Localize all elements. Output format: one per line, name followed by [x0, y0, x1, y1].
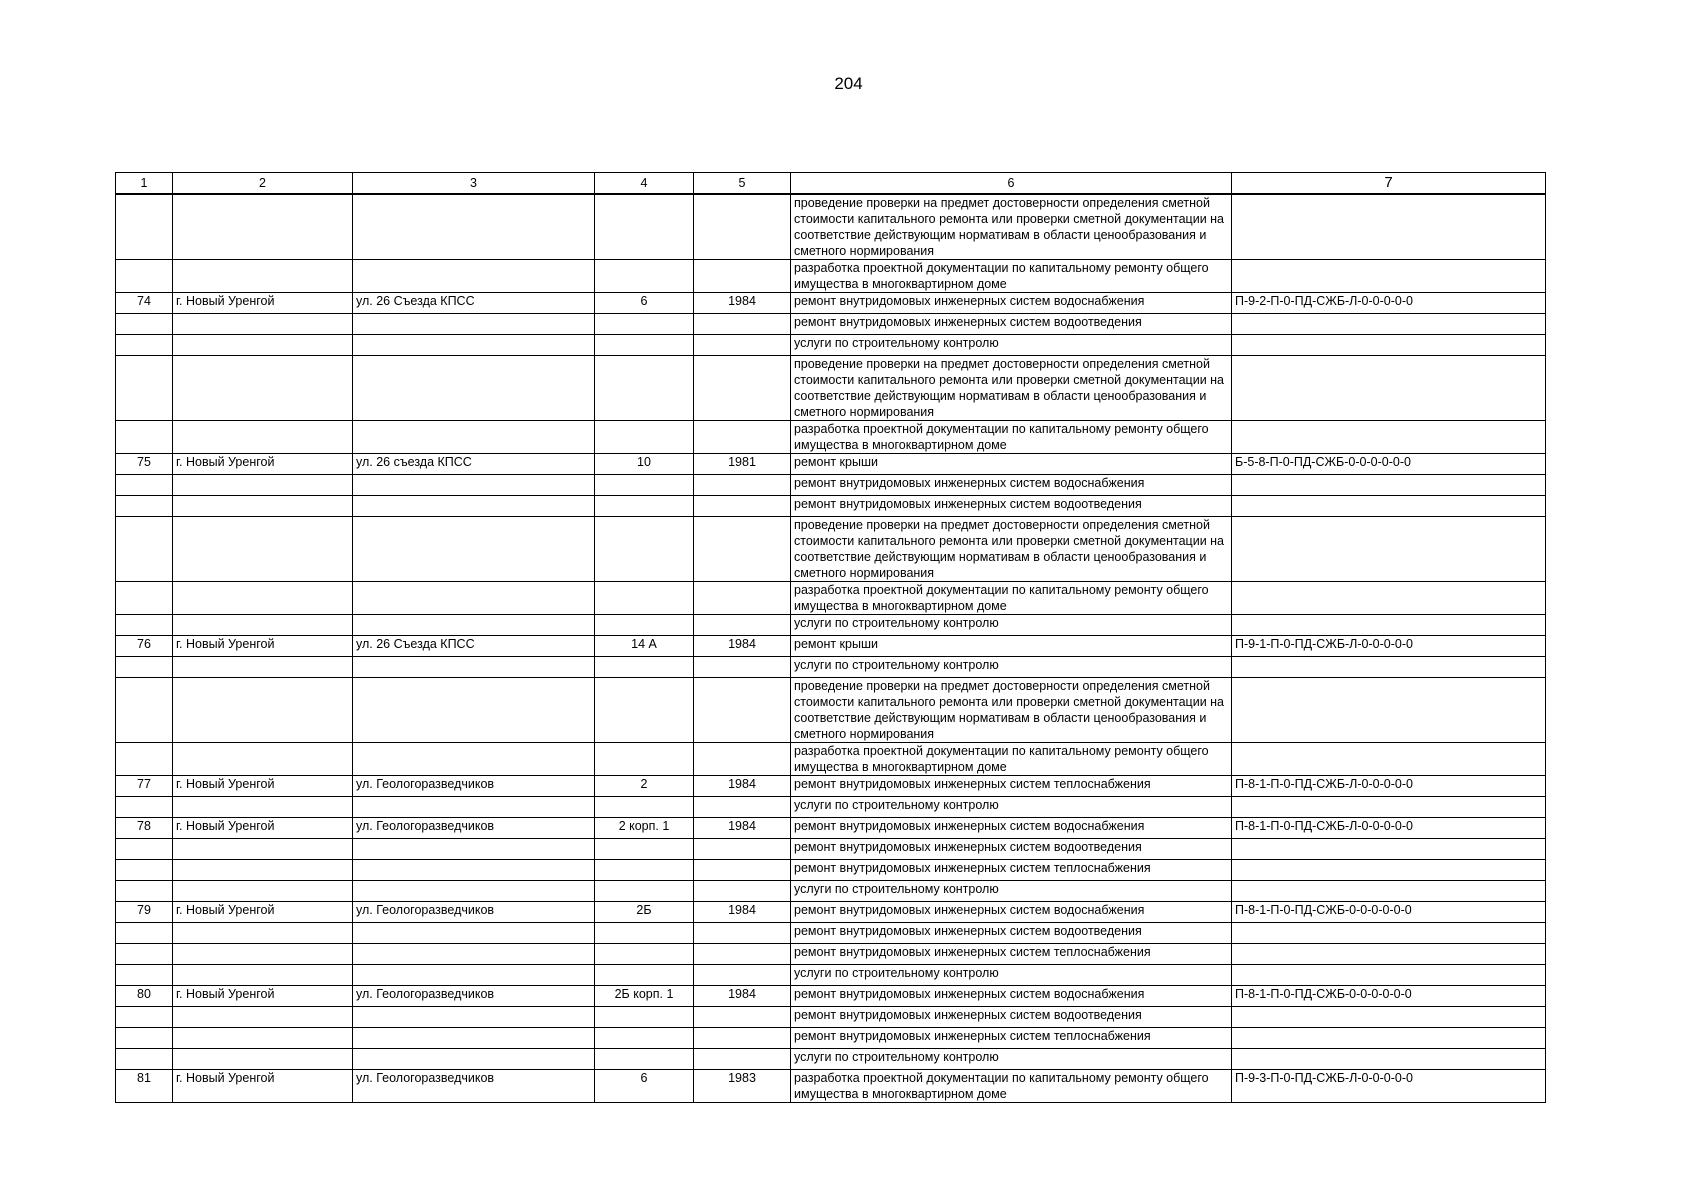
build-year-cell: 1981: [694, 454, 791, 475]
street-cell: [353, 356, 595, 421]
house-number-cell: [595, 496, 694, 517]
build-year-cell: [694, 944, 791, 965]
house-number-cell: [595, 475, 694, 496]
house-number-cell: [595, 797, 694, 818]
row-number-cell: [116, 260, 173, 293]
work-type-cell: проведение проверки на предмет достоверности определения сметной стоимости капитального ремонта или проверки сметной документации на соответствие действующим нормативам в области ценообразования и сметного нормирования: [791, 517, 1232, 582]
work-type-cell: ремонт внутридомовых инженерных систем водоснабжения: [791, 902, 1232, 923]
table-row: [116, 839, 1546, 860]
work-type-cell: ремонт внутридомовых инженерных систем водоотведения: [791, 839, 1232, 860]
city-cell: [173, 194, 353, 260]
table-row: [116, 194, 1546, 260]
build-year-cell: [694, 860, 791, 881]
column-header-1: 1: [116, 173, 173, 195]
table-row: [116, 657, 1546, 678]
table-row: [116, 260, 1546, 293]
street-cell: [353, 314, 595, 335]
building-code-cell: [1232, 475, 1546, 496]
work-type-cell: услуги по строительному контролю: [791, 615, 1232, 636]
row-number-cell: 79: [116, 902, 173, 923]
row-number-cell: [116, 1028, 173, 1049]
row-number-cell: [116, 839, 173, 860]
street-cell: [353, 860, 595, 881]
house-number-cell: [595, 1007, 694, 1028]
row-number-cell: [116, 743, 173, 776]
city-cell: г. Новый Уренгой: [173, 986, 353, 1007]
house-number-cell: [595, 615, 694, 636]
house-number-cell: 10: [595, 454, 694, 475]
city-cell: [173, 615, 353, 636]
row-number-cell: [116, 965, 173, 986]
row-number-cell: [116, 881, 173, 902]
building-code-cell: [1232, 356, 1546, 421]
table-row: [116, 923, 1546, 944]
work-type-cell: услуги по строительному контролю: [791, 881, 1232, 902]
table-row: [116, 636, 1546, 657]
row-number-cell: [116, 615, 173, 636]
table-row: [116, 797, 1546, 818]
build-year-cell: [694, 314, 791, 335]
street-cell: [353, 657, 595, 678]
building-code-cell: [1232, 194, 1546, 260]
city-cell: г. Новый Уренгой: [173, 776, 353, 797]
street-cell: [353, 517, 595, 582]
build-year-cell: [694, 496, 791, 517]
building-code-cell: [1232, 314, 1546, 335]
table-row: [116, 421, 1546, 454]
row-number-cell: [116, 923, 173, 944]
build-year-cell: 1984: [694, 986, 791, 1007]
house-number-cell: [595, 965, 694, 986]
work-type-cell: ремонт внутридомовых инженерных систем теплоснабжения: [791, 1028, 1232, 1049]
house-number-cell: [595, 517, 694, 582]
building-code-cell: П-8-1-П-0-ПД-СЖБ-0-0-0-0-0-0: [1232, 986, 1546, 1007]
table-row: [116, 678, 1546, 743]
street-cell: [353, 839, 595, 860]
work-type-cell: ремонт внутридомовых инженерных систем водоснабжения: [791, 986, 1232, 1007]
house-number-cell: [595, 1028, 694, 1049]
street-cell: [353, 421, 595, 454]
building-code-cell: [1232, 496, 1546, 517]
building-code-cell: [1232, 797, 1546, 818]
work-type-cell: ремонт внутридомовых инженерных систем водоотведения: [791, 923, 1232, 944]
work-type-cell: ремонт внутридомовых инженерных систем водоотведения: [791, 496, 1232, 517]
row-number-cell: [116, 517, 173, 582]
building-code-cell: [1232, 923, 1546, 944]
street-cell: ул. 26 съезда КПСС: [353, 454, 595, 475]
work-type-cell: проведение проверки на предмет достоверности определения сметной стоимости капитального ремонта или проверки сметной документации на соответствие действующим нормативам в области ценообразования и сметного нормирования: [791, 678, 1232, 743]
street-cell: ул. Геологоразведчиков: [353, 776, 595, 797]
city-cell: г. Новый Уренгой: [173, 818, 353, 839]
street-cell: ул. Геологоразведчиков: [353, 818, 595, 839]
city-cell: [173, 421, 353, 454]
work-type-cell: услуги по строительному контролю: [791, 1049, 1232, 1070]
build-year-cell: 1984: [694, 293, 791, 314]
row-number-cell: [116, 194, 173, 260]
city-cell: [173, 1028, 353, 1049]
city-cell: [173, 923, 353, 944]
city-cell: г. Новый Уренгой: [173, 902, 353, 923]
work-type-cell: проведение проверки на предмет достоверности определения сметной стоимости капитального ремонта или проверки сметной документации на соответствие действующим нормативам в области ценообразования и сметного нормирования: [791, 356, 1232, 421]
row-number-cell: [116, 678, 173, 743]
city-cell: [173, 743, 353, 776]
row-number-cell: [116, 1007, 173, 1028]
build-year-cell: [694, 260, 791, 293]
street-cell: [353, 475, 595, 496]
street-cell: ул. Геологоразведчиков: [353, 1070, 595, 1103]
row-number-cell: 80: [116, 986, 173, 1007]
work-type-cell: услуги по строительному контролю: [791, 965, 1232, 986]
city-cell: [173, 356, 353, 421]
street-cell: ул. 26 Съезда КПСС: [353, 636, 595, 657]
city-cell: [173, 314, 353, 335]
city-cell: [173, 839, 353, 860]
city-cell: [173, 881, 353, 902]
house-number-cell: 2: [595, 776, 694, 797]
table-row: [116, 881, 1546, 902]
building-code-cell: [1232, 582, 1546, 615]
build-year-cell: 1984: [694, 636, 791, 657]
row-number-cell: 75: [116, 454, 173, 475]
building-code-cell: П-8-1-П-0-ПД-СЖБ-0-0-0-0-0-0: [1232, 902, 1546, 923]
city-cell: г. Новый Уренгой: [173, 636, 353, 657]
column-header-4: 4: [595, 173, 694, 195]
building-code-cell: [1232, 839, 1546, 860]
street-cell: [353, 582, 595, 615]
street-cell: ул. Геологоразведчиков: [353, 902, 595, 923]
build-year-cell: [694, 1007, 791, 1028]
row-number-cell: [116, 314, 173, 335]
work-type-cell: ремонт крыши: [791, 454, 1232, 475]
house-number-cell: [595, 743, 694, 776]
build-year-cell: 1983: [694, 1070, 791, 1103]
city-cell: [173, 797, 353, 818]
build-year-cell: [694, 1049, 791, 1070]
building-code-cell: П-8-1-П-0-ПД-СЖБ-Л-0-0-0-0-0: [1232, 776, 1546, 797]
table-row: [116, 496, 1546, 517]
row-number-cell: [116, 944, 173, 965]
building-code-cell: [1232, 678, 1546, 743]
building-code-cell: П-9-1-П-0-ПД-СЖБ-Л-0-0-0-0-0: [1232, 636, 1546, 657]
house-number-cell: [595, 678, 694, 743]
street-cell: [353, 1049, 595, 1070]
row-number-cell: 74: [116, 293, 173, 314]
table-row: [116, 1049, 1546, 1070]
city-cell: [173, 860, 353, 881]
work-type-cell: ремонт внутридомовых инженерных систем водоотведения: [791, 314, 1232, 335]
table-row: [116, 1007, 1546, 1028]
city-cell: [173, 517, 353, 582]
work-type-cell: разработка проектной документации по капитальному ремонту общего имущества в многоквартирном доме: [791, 421, 1232, 454]
row-number-cell: [116, 421, 173, 454]
building-code-cell: [1232, 615, 1546, 636]
building-code-cell: [1232, 1049, 1546, 1070]
house-number-cell: 2 корп. 1: [595, 818, 694, 839]
table-row: [116, 902, 1546, 923]
table-row: [116, 965, 1546, 986]
house-number-cell: [595, 881, 694, 902]
table-row: [116, 860, 1546, 881]
street-cell: [353, 1028, 595, 1049]
build-year-cell: [694, 797, 791, 818]
header-row: [116, 173, 1546, 195]
table-row: [116, 356, 1546, 421]
row-number-cell: [116, 356, 173, 421]
table-row: [116, 293, 1546, 314]
build-year-cell: [694, 335, 791, 356]
building-code-cell: [1232, 1007, 1546, 1028]
street-cell: [353, 1007, 595, 1028]
row-number-cell: 76: [116, 636, 173, 657]
build-year-cell: [694, 839, 791, 860]
house-number-cell: [595, 335, 694, 356]
row-number-cell: [116, 496, 173, 517]
building-code-cell: П-9-2-П-0-ПД-СЖБ-Л-0-0-0-0-0: [1232, 293, 1546, 314]
city-cell: [173, 657, 353, 678]
build-year-cell: [694, 615, 791, 636]
table-row: [116, 454, 1546, 475]
city-cell: [173, 678, 353, 743]
house-number-cell: [595, 923, 694, 944]
street-cell: [353, 678, 595, 743]
work-type-cell: услуги по строительному контролю: [791, 335, 1232, 356]
house-number-cell: [595, 314, 694, 335]
work-type-cell: разработка проектной документации по капитальному ремонту общего имущества в многоквартирном доме: [791, 582, 1232, 615]
house-number-cell: [595, 839, 694, 860]
house-number-cell: 2Б корп. 1: [595, 986, 694, 1007]
work-type-cell: ремонт внутридомовых инженерных систем теплоснабжения: [791, 944, 1232, 965]
street-cell: [353, 965, 595, 986]
building-code-cell: [1232, 517, 1546, 582]
work-type-cell: разработка проектной документации по капитальному ремонту общего имущества в многоквартирном доме: [791, 743, 1232, 776]
street-cell: [353, 944, 595, 965]
work-type-cell: разработка проектной документации по капитальному ремонту общего имущества в многоквартирном доме: [791, 260, 1232, 293]
build-year-cell: [694, 881, 791, 902]
house-number-cell: 6: [595, 293, 694, 314]
building-code-cell: [1232, 743, 1546, 776]
building-code-cell: Б-5-8-П-0-ПД-СЖБ-0-0-0-0-0-0: [1232, 454, 1546, 475]
street-cell: [353, 881, 595, 902]
street-cell: [353, 260, 595, 293]
row-number-cell: [116, 797, 173, 818]
row-number-cell: [116, 335, 173, 356]
city-cell: [173, 944, 353, 965]
building-code-cell: [1232, 860, 1546, 881]
table-row: [116, 743, 1546, 776]
build-year-cell: [694, 475, 791, 496]
work-type-cell: ремонт внутридомовых инженерных систем водоснабжения: [791, 475, 1232, 496]
house-number-cell: [595, 194, 694, 260]
page-number: 204: [834, 74, 863, 93]
city-cell: [173, 965, 353, 986]
table-row: [116, 582, 1546, 615]
city-cell: [173, 260, 353, 293]
table-body: [116, 194, 1546, 1103]
row-number-cell: [116, 1049, 173, 1070]
column-header-6: 6: [791, 173, 1232, 195]
build-year-cell: [694, 657, 791, 678]
street-cell: [353, 923, 595, 944]
street-cell: [353, 797, 595, 818]
build-year-cell: [694, 421, 791, 454]
house-number-cell: 2Б: [595, 902, 694, 923]
build-year-cell: [694, 678, 791, 743]
house-number-cell: [595, 582, 694, 615]
work-type-cell: ремонт внутридомовых инженерных систем теплоснабжения: [791, 776, 1232, 797]
build-year-cell: [694, 582, 791, 615]
street-cell: [353, 335, 595, 356]
work-type-cell: ремонт внутридомовых инженерных систем водоснабжения: [791, 293, 1232, 314]
building-code-cell: [1232, 335, 1546, 356]
house-number-cell: [595, 657, 694, 678]
table-row: [116, 818, 1546, 839]
column-header-3: 3: [353, 173, 595, 195]
street-cell: ул. 26 Съезда КПСС: [353, 293, 595, 314]
build-year-cell: [694, 965, 791, 986]
street-cell: ул. Геологоразведчиков: [353, 986, 595, 1007]
row-number-cell: [116, 582, 173, 615]
work-type-cell: ремонт внутридомовых инженерных систем водоснабжения: [791, 818, 1232, 839]
build-year-cell: [694, 743, 791, 776]
build-year-cell: [694, 1028, 791, 1049]
column-header-7: 7: [1232, 173, 1546, 195]
table-row: [116, 314, 1546, 335]
city-cell: [173, 335, 353, 356]
build-year-cell: [694, 923, 791, 944]
row-number-cell: 78: [116, 818, 173, 839]
table-row: [116, 615, 1546, 636]
street-cell: [353, 496, 595, 517]
city-cell: г. Новый Уренгой: [173, 454, 353, 475]
city-cell: г. Новый Уренгой: [173, 1070, 353, 1103]
city-cell: [173, 1049, 353, 1070]
city-cell: [173, 1007, 353, 1028]
street-cell: [353, 194, 595, 260]
table-row: [116, 776, 1546, 797]
column-header-5: 5: [694, 173, 791, 195]
table-row: [116, 1028, 1546, 1049]
house-number-cell: [595, 421, 694, 454]
row-number-cell: 77: [116, 776, 173, 797]
row-number-cell: [116, 860, 173, 881]
table-row: [116, 335, 1546, 356]
build-year-cell: 1984: [694, 902, 791, 923]
work-type-cell: услуги по строительному контролю: [791, 657, 1232, 678]
build-year-cell: [694, 194, 791, 260]
work-type-cell: разработка проектной документации по капитальному ремонту общего имущества в многоквартирном доме: [791, 1070, 1232, 1103]
table-row: [116, 944, 1546, 965]
building-code-cell: [1232, 881, 1546, 902]
repair-register-table: [115, 172, 1546, 1103]
building-code-cell: [1232, 260, 1546, 293]
work-type-cell: ремонт внутридомовых инженерных систем теплоснабжения: [791, 860, 1232, 881]
build-year-cell: 1984: [694, 818, 791, 839]
building-code-cell: [1232, 965, 1546, 986]
column-header-2: 2: [173, 173, 353, 195]
street-cell: [353, 615, 595, 636]
work-type-cell: проведение проверки на предмет достоверности определения сметной стоимости капитального ремонта или проверки сметной документации на соответствие действующим нормативам в области ценообразования и сметного нормирования: [791, 194, 1232, 260]
street-cell: [353, 743, 595, 776]
work-type-cell: ремонт крыши: [791, 636, 1232, 657]
house-number-cell: [595, 1049, 694, 1070]
house-number-cell: 6: [595, 1070, 694, 1103]
row-number-cell: 81: [116, 1070, 173, 1103]
city-cell: г. Новый Уренгой: [173, 293, 353, 314]
house-number-cell: [595, 860, 694, 881]
work-type-cell: услуги по строительному контролю: [791, 797, 1232, 818]
table-header: [116, 173, 1546, 195]
house-number-cell: 14 А: [595, 636, 694, 657]
table-row: [116, 1070, 1546, 1103]
build-year-cell: [694, 356, 791, 421]
city-cell: [173, 582, 353, 615]
building-code-cell: [1232, 657, 1546, 678]
row-number-cell: [116, 657, 173, 678]
house-number-cell: [595, 356, 694, 421]
building-code-cell: П-9-3-П-0-ПД-СЖБ-Л-0-0-0-0-0: [1232, 1070, 1546, 1103]
table-row: [116, 517, 1546, 582]
building-code-cell: [1232, 1028, 1546, 1049]
build-year-cell: 1984: [694, 776, 791, 797]
building-code-cell: П-8-1-П-0-ПД-СЖБ-Л-0-0-0-0-0: [1232, 818, 1546, 839]
work-type-cell: ремонт внутридомовых инженерных систем водоотведения: [791, 1007, 1232, 1028]
city-cell: [173, 475, 353, 496]
build-year-cell: [694, 517, 791, 582]
city-cell: [173, 496, 353, 517]
table-row: [116, 475, 1546, 496]
building-code-cell: [1232, 944, 1546, 965]
house-number-cell: [595, 944, 694, 965]
table-row: [116, 986, 1546, 1007]
row-number-cell: [116, 475, 173, 496]
house-number-cell: [595, 260, 694, 293]
building-code-cell: [1232, 421, 1546, 454]
